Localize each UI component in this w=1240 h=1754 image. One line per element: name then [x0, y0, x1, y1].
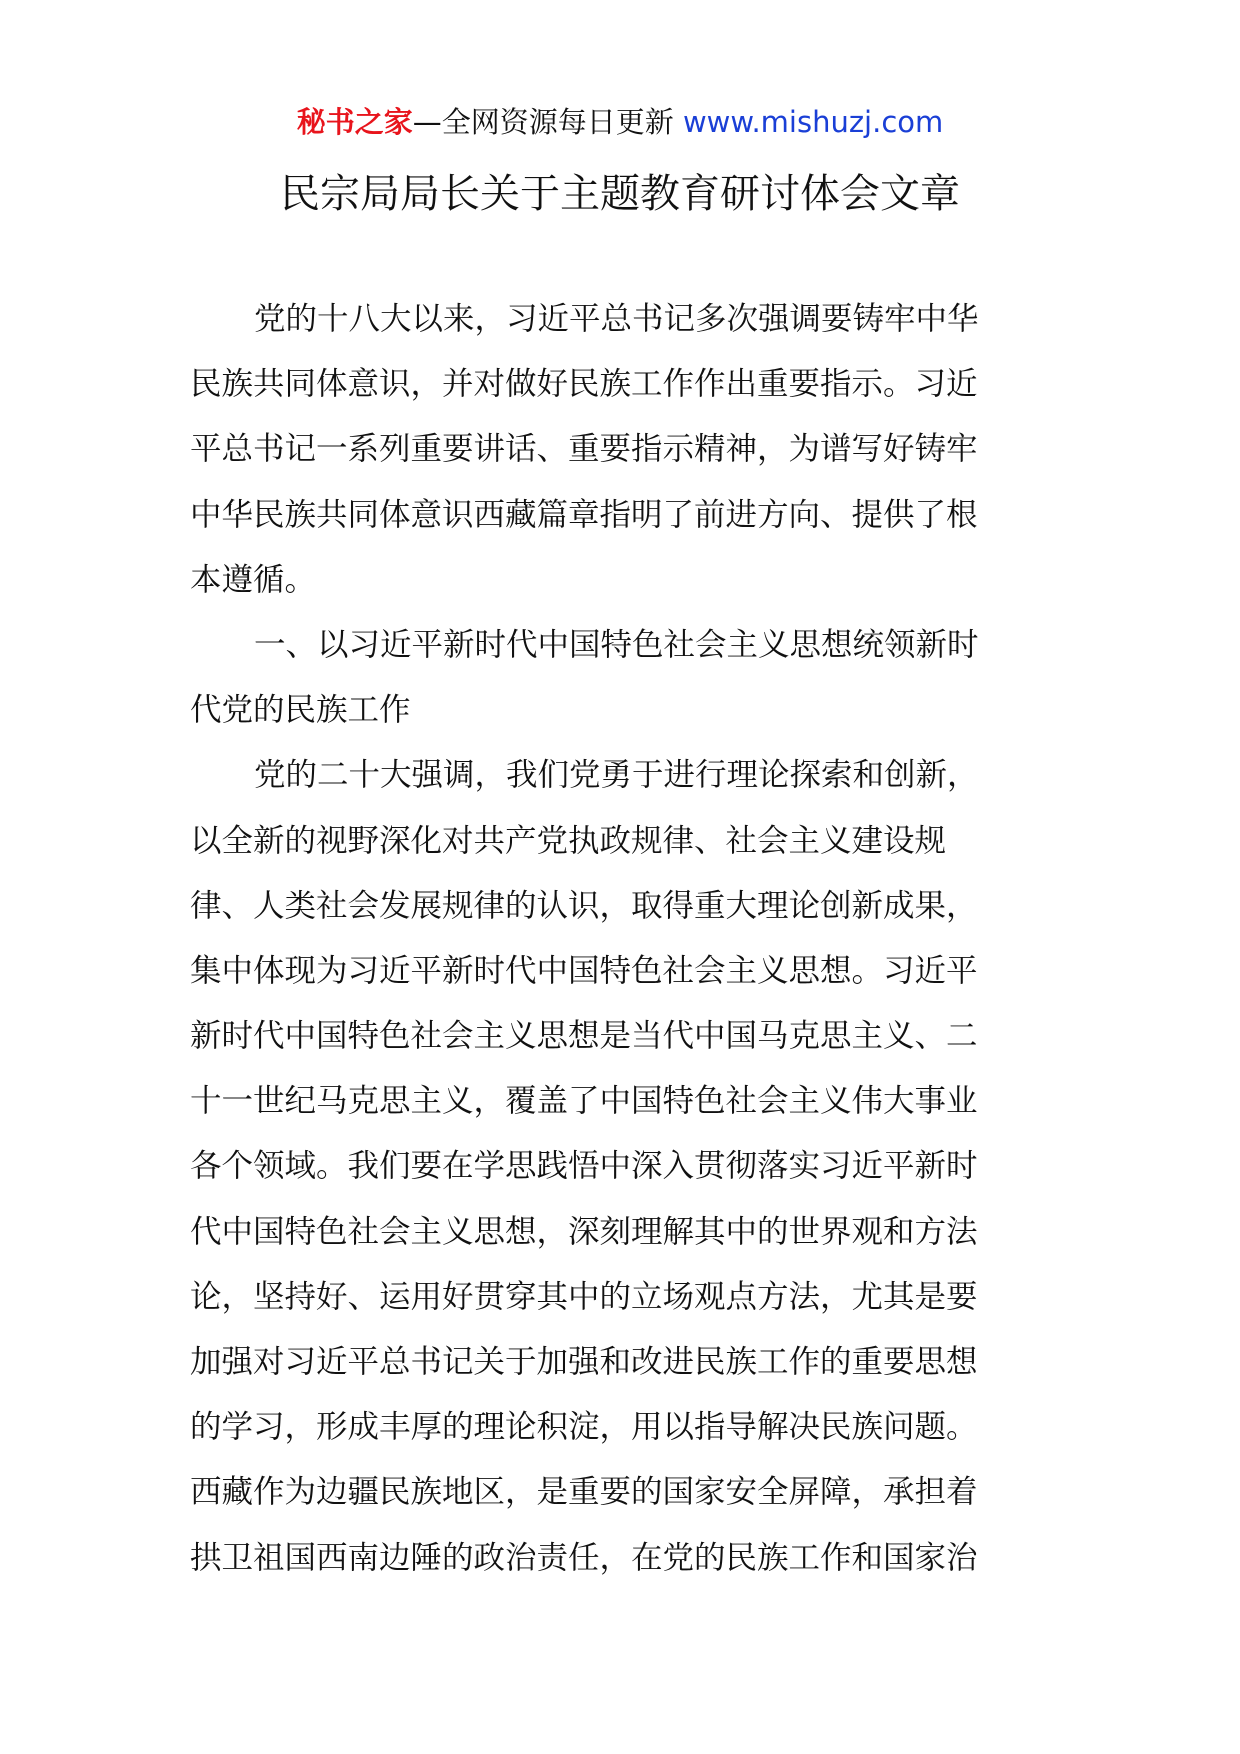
site-tagline: —全网资源每日更新: [412, 105, 683, 139]
paragraph-line: 中华民族共同体意识西藏篇章指明了前进方向、提供了根: [190, 496, 978, 533]
site-header: [0, 102, 1240, 142]
paragraph-line: 以全新的视野深化对共产党执政规律、社会主义建设规: [190, 822, 947, 859]
paragraph-line: 党的十八大以来，习近平总书记多次强调要铸牢中华: [254, 301, 979, 337]
paragraph-line: 论，坚持好、运用好贯穿其中的立场观点方法，尤其是要: [190, 1278, 978, 1315]
paragraph-line: 平总书记一系列重要讲话、重要指示精神，为谱写好铸牢: [190, 431, 978, 468]
section-heading-line: 代党的民族工作: [190, 692, 411, 729]
site-brand: 秘书之家: [296, 105, 413, 139]
paragraph-line: 拱卫祖国西南边陲的政治责任，在党的民族工作和国家治: [190, 1539, 978, 1576]
paragraph-line: 各个领域。我们要在学思践悟中深入贯彻落实习近平新时: [190, 1148, 978, 1185]
document-title: 民宗局局长关于主题教育研讨体会文章: [280, 171, 960, 217]
document-body: [190, 287, 1052, 1591]
paragraph-line: 西藏作为边疆民族地区，是重要的国家安全屏障，承担着: [190, 1474, 978, 1511]
section-heading-line: 一、以习近平新时代中国特色社会主义思想统领新时: [254, 626, 979, 663]
paragraph-line: 党的二十大强调，我们党勇于进行理论探索和创新，: [254, 757, 979, 794]
paragraph-line: 本遵循。: [190, 561, 317, 598]
paragraph-line: 的学习，形成丰厚的理论积淀，用以指导解决民族问题。: [190, 1409, 978, 1446]
paragraph-line: 律、人类社会发展规律的认识，取得重大理论创新成果，: [190, 887, 978, 924]
paragraph-line: 新时代中国特色社会主义思想是当代中国马克思主义、二: [190, 1018, 978, 1055]
paragraph-line: 民族共同体意识，并对做好民族工作作出重要指示。习近: [190, 366, 978, 403]
paragraph-line: 加强对习近平总书记关于加强和改进民族工作的重要思想: [190, 1344, 978, 1380]
paragraph-line: 代中国特色社会主义思想，深刻理解其中的世界观和方法: [190, 1213, 978, 1250]
paragraph-line: 集中体现为习近平新时代中国特色社会主义思想。习近平: [190, 952, 978, 989]
site-url-link[interactable]: www.mishuzj.com: [682, 105, 944, 139]
paragraph-line: 十一世纪马克思主义，覆盖了中国特色社会主义伟大事业: [190, 1083, 978, 1120]
